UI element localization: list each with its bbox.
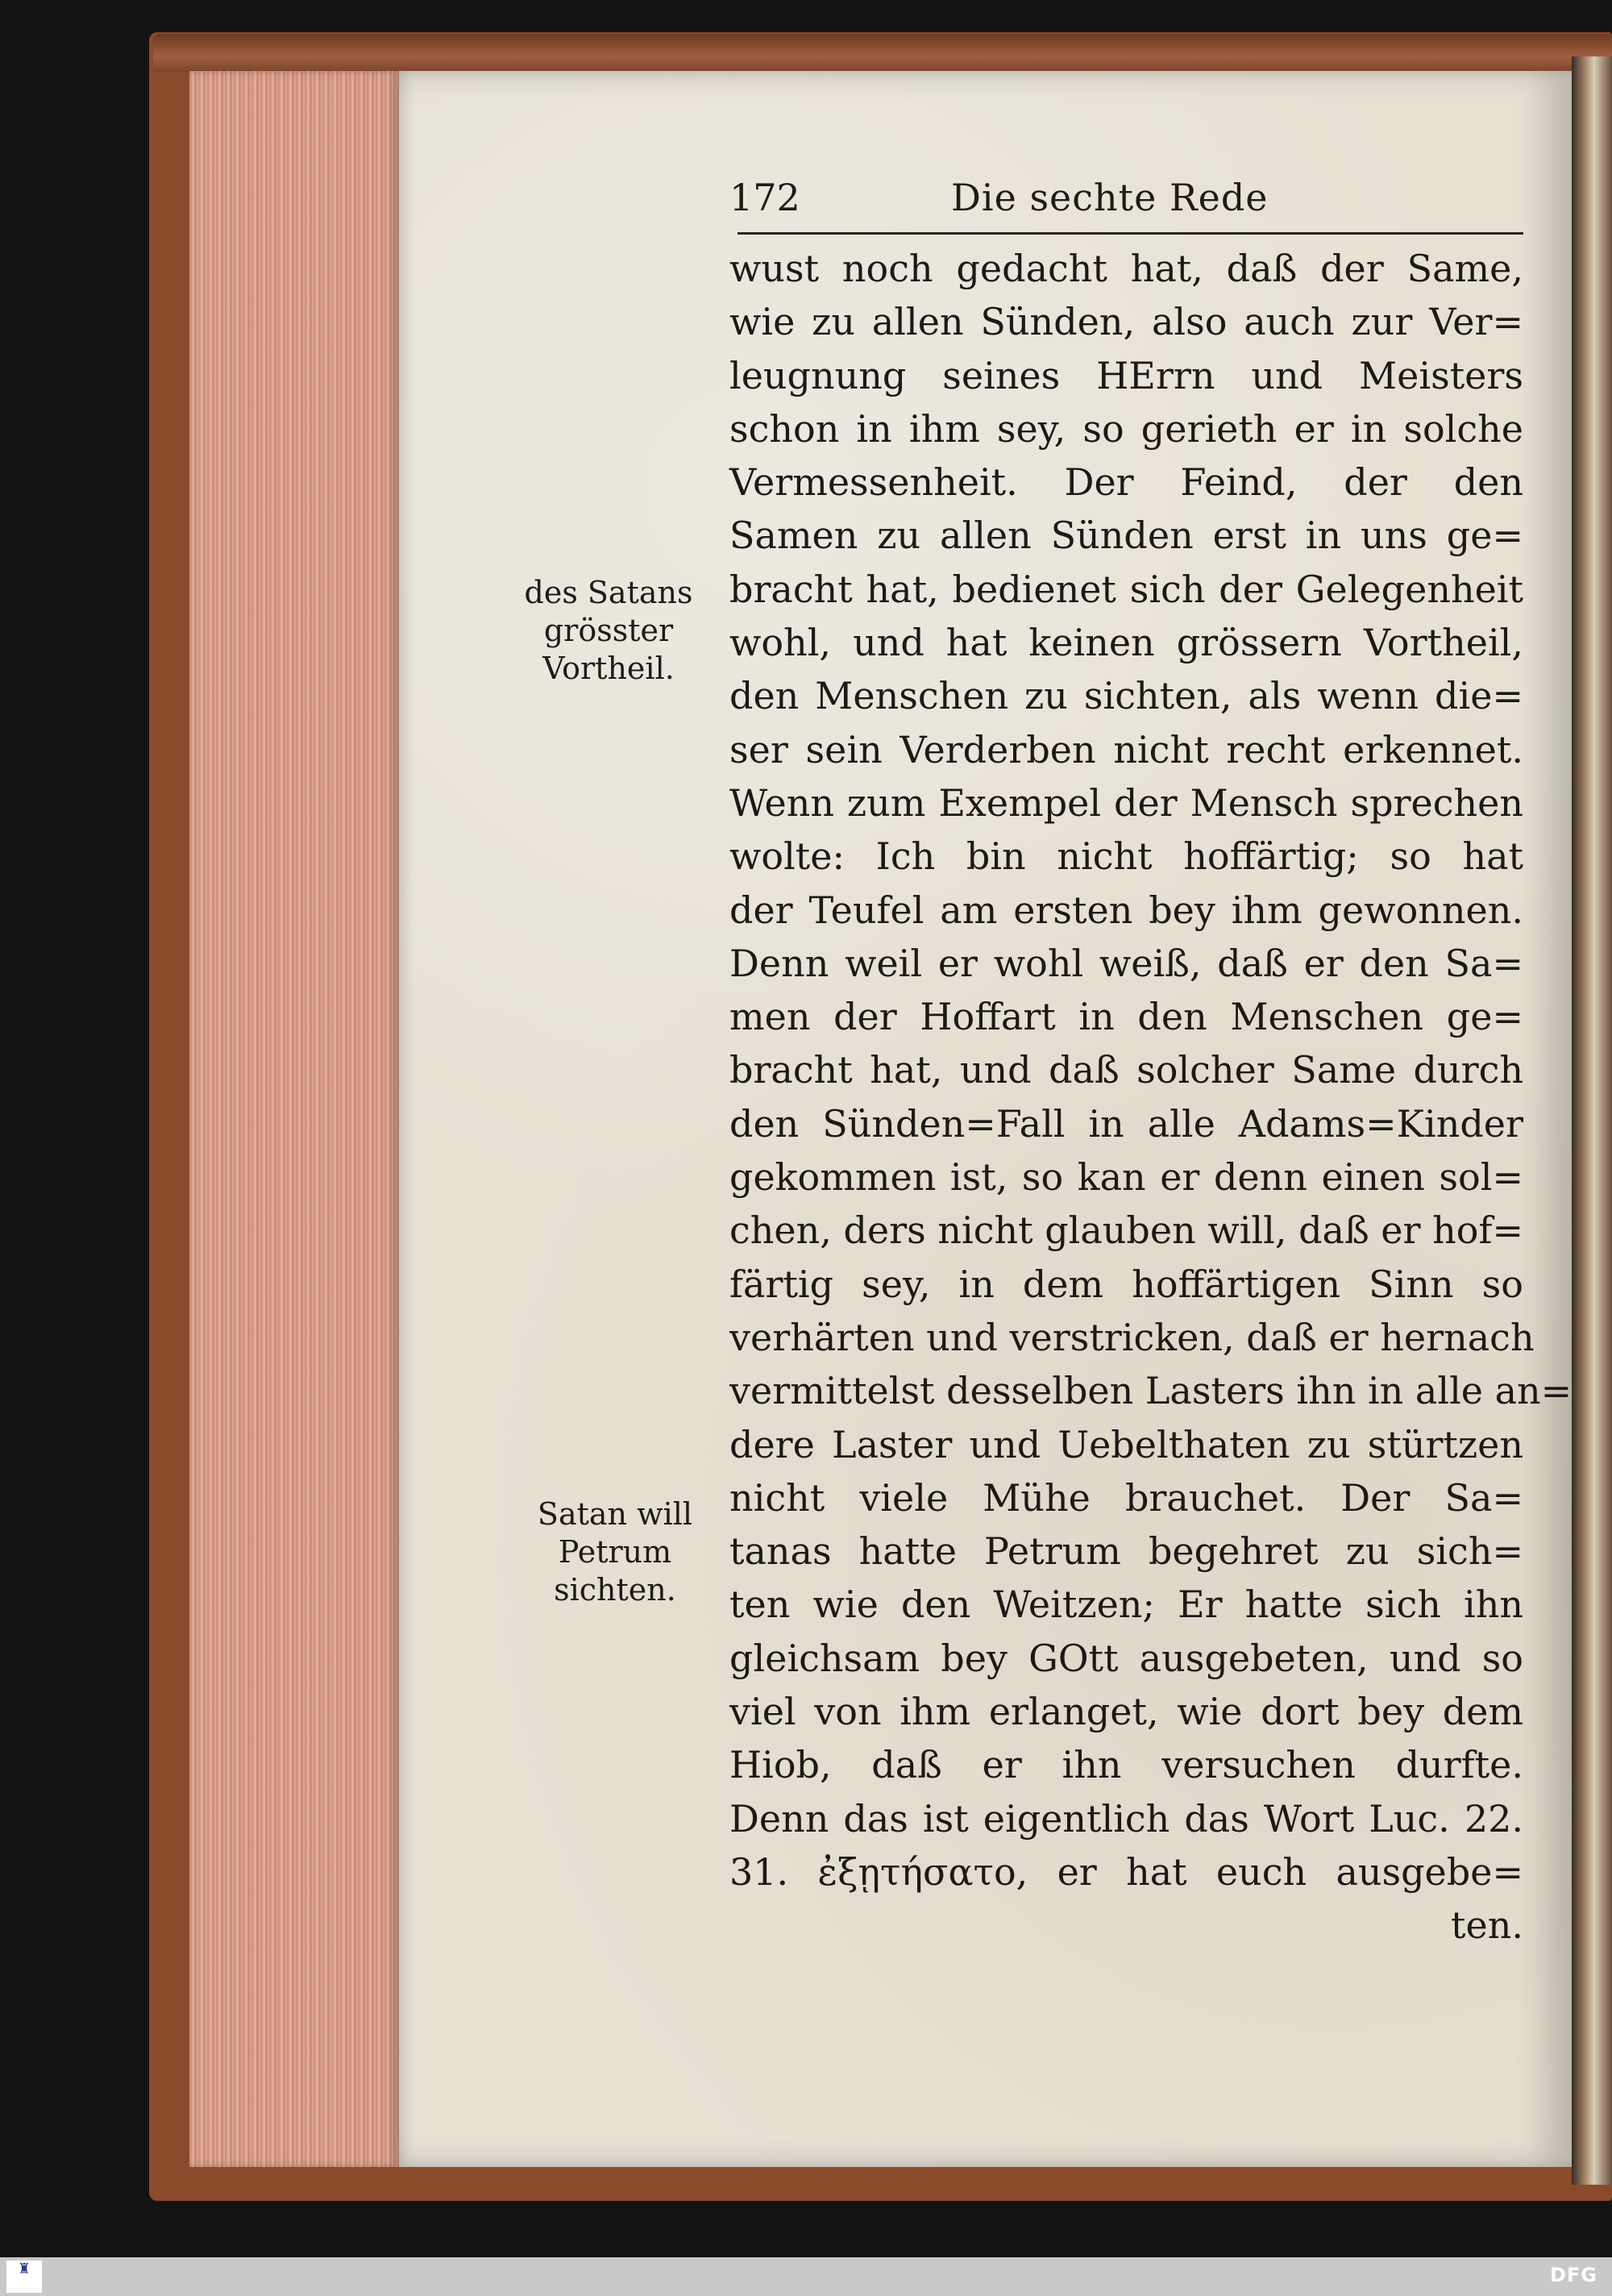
text-line: dere Laster und Uebelthaten zu stürtzen xyxy=(729,1422,1523,1466)
text-line: viel von ihm erlanget, wie dort bey dem xyxy=(729,1690,1523,1734)
marginal-note-line: grösster xyxy=(543,613,674,648)
text-line: wolte: Ich bin nicht hoffärtig; so hat xyxy=(729,834,1523,879)
facing-page-edge xyxy=(1572,56,1612,2185)
text-line: der Teufel am ersten bey ihm gewonnen. xyxy=(729,888,1523,932)
text-line: den Menschen zu sichten, als wenn die= xyxy=(729,674,1523,718)
text-line: ten wie den Weitzen; Er hatte sich ihn xyxy=(729,1583,1523,1627)
text-line: wust noch gedacht hat, daß der Same, xyxy=(729,247,1523,290)
page-number: 172 xyxy=(729,176,800,219)
library-crest-icon: ♜ xyxy=(17,2261,31,2277)
marginal-note-line: des Satans xyxy=(524,575,693,610)
running-title: Die sechte Rede xyxy=(951,176,1269,219)
text-line: wie zu allen Sünden, also auch zur Ver= xyxy=(729,300,1523,344)
page-edges xyxy=(189,71,399,2167)
marginal-note-line: sichten. xyxy=(554,1572,676,1608)
text-line: 31. ἐξῃτήσατο, er hat euch ausgebe= xyxy=(729,1849,1523,1894)
text-line: Wenn zum Exempel der Mensch sprechen xyxy=(729,780,1523,825)
text-line: den Sünden=Fall in alle Adams=Kinder xyxy=(729,1101,1523,1146)
body-text xyxy=(729,242,1573,1953)
text-line: vermittelst desselben Lasters ihn in alle an= xyxy=(729,1369,1573,1413)
text-line: nicht viele Mühe brauchet. Der Sa= xyxy=(729,1475,1523,1520)
text-line: men der Hoffart in den Menschen ge= xyxy=(729,995,1523,1039)
text-line: tanas hatte Petrum begehret zu sich= xyxy=(729,1529,1523,1574)
library-logo[interactable] xyxy=(6,2261,42,2293)
marginal-note-line: Satan will xyxy=(537,1496,693,1532)
marginal-note-line: Petrum xyxy=(558,1534,672,1570)
text-line: Denn weil er wohl weiß, daß er den Sa= xyxy=(729,941,1523,985)
header-rule xyxy=(737,232,1523,235)
book-spine-top xyxy=(153,34,1612,73)
text-line: leugnung seines HErrn und Meisters xyxy=(729,353,1523,397)
text-line: verhärten und verstricken, daß er hernach xyxy=(729,1315,1535,1359)
text-line: Denn das ist eigentlich das Wort Luc. 22. xyxy=(729,1796,1523,1841)
text-line: chen, ders nicht glauben will, daß er hof= xyxy=(729,1208,1524,1253)
text-line: ser sein Verderben nicht recht erkennet. xyxy=(729,727,1523,772)
text-line: gekommen ist, so kan er denn einen sol= xyxy=(729,1155,1523,1200)
text-line: bracht hat, und daß solcher Same durch xyxy=(729,1048,1523,1092)
text-line: Vermessenheit. Der Feind, der den xyxy=(729,460,1523,505)
catchword-line: ten. xyxy=(1451,1903,1523,1948)
marginal-note-line: Vortheil. xyxy=(542,651,675,686)
text-line: gleichsam bey GOtt ausgebeten, und so xyxy=(729,1636,1523,1680)
viewer-footer-bar xyxy=(0,2257,1612,2296)
marginal-note-satan-sichten xyxy=(522,1495,708,1609)
text-line: färtig sey, in dem hoffärtigen Sinn so xyxy=(729,1262,1523,1306)
text-line: Hiob, daß er ihn versuchen durfte. xyxy=(729,1743,1523,1787)
text-line: bracht hat, bedienet sich der Gelegenheit xyxy=(729,567,1523,611)
marginal-note-satans-vortheil xyxy=(516,574,701,688)
dfg-label[interactable]: DFG xyxy=(1549,2264,1597,2286)
page-header xyxy=(729,176,1523,232)
text-line: wohl, und hat keinen grössern Vortheil, xyxy=(729,621,1523,665)
text-line: Samen zu allen Sünden erst in uns ge= xyxy=(729,514,1523,558)
text-line: schon in ihm sey, so gerieth er in solche xyxy=(729,406,1523,451)
